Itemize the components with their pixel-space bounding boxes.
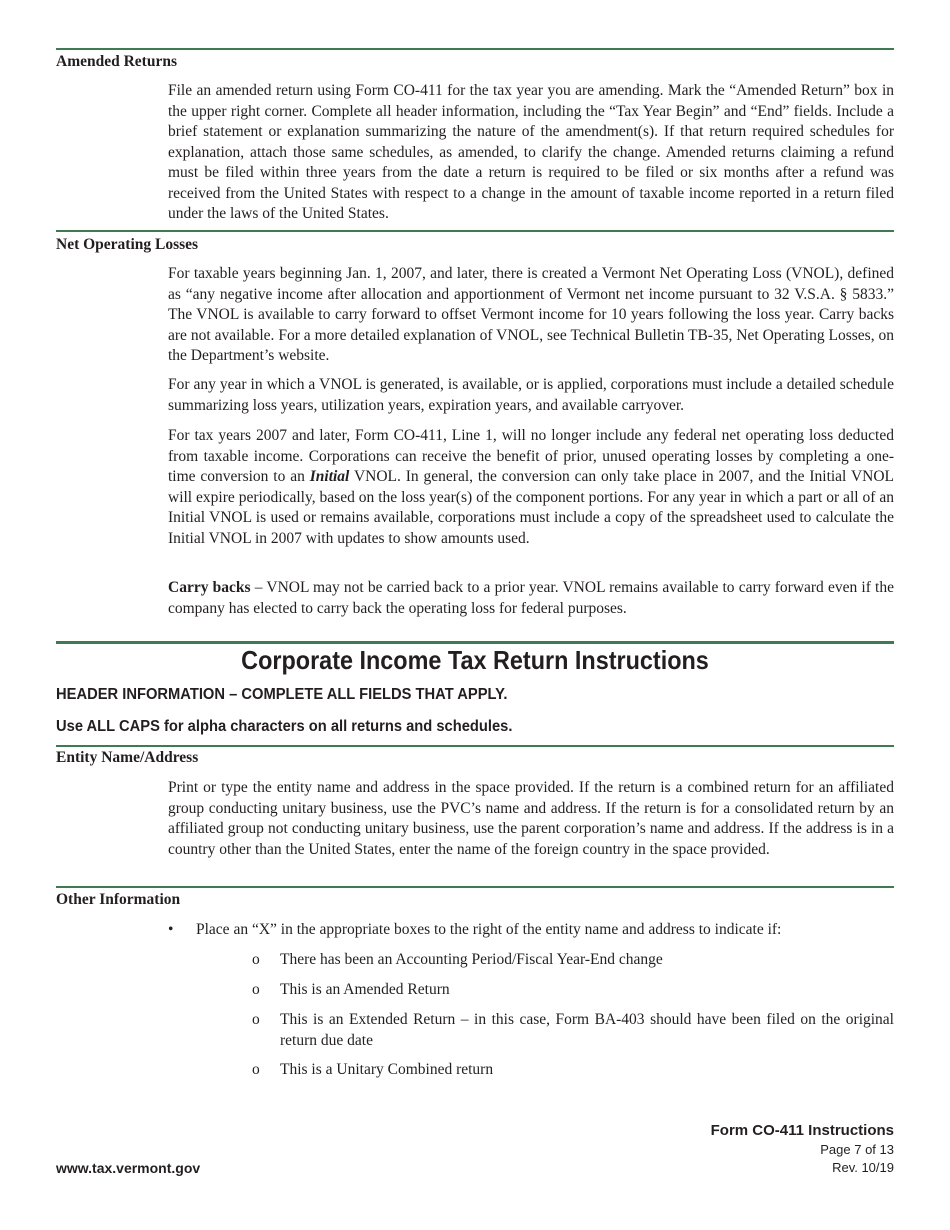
list-item-text: There has been an Accounting Period/Fiscal Year-End change [280,951,663,968]
section-divider [56,230,894,232]
instructions-title: Corporate Income Tax Return Instructions [241,645,709,675]
initial-emphasis: Initial [309,468,350,485]
footer-page-number: Page 7 of 13 [820,1142,894,1157]
nol-paragraph-3-part-a: For tax years 2007 and later, Form CO-411, Line 1, will no longer include any federal net operating loss deducted from taxable income. Corporations can receive the benefit of prior, unused operating losses by completing a one-time conversion to an [168,427,894,485]
list-item-text: This is an Amended Return [280,981,450,998]
amended-returns-text: File an amended return using Form CO-411 for the tax year you are amending. Mark the “Amended Return” box in the upper right corner. Complete all header information, including the “Tax Year Begin” and “End” fields. Include a brief statement or explanation summarizing the nature of the amendment(s). If that return required schedules for explanation, attach those same schedules, as amended, to clarify the change. Amended returns claiming a refund must be filed within three years from the date a return is required to be filed or six months after a refund was received from the United States with respect to a change in the amount of taxable income reported in a return filed under the laws of the United States. [168,82,894,222]
net-operating-losses-heading: Net Operating Losses [56,236,199,253]
bullet-text: Place an “X” in the appropriate boxes to the right of the entity name and address to indicate if: [196,921,782,938]
all-caps-note: Use ALL CAPS for alpha characters on all returns and schedules. [56,718,513,735]
bullet-icon: • [168,921,174,938]
section-divider [56,886,894,888]
carry-backs-text: – VNOL may not be carried back to a prior year. VNOL remains available to carry forward even if the company has elected to carry back the operating loss for federal purposes. [168,579,894,617]
nol-paragraph-2: For any year in which a VNOL is generated, is available, or is applied, corporations must include a detailed schedule summarizing loss years, utilization years, expiration years, and available carryover. [168,376,894,414]
sub-bullet-icon: o [252,1061,260,1078]
footer-form-title: Form CO-411 Instructions [710,1122,894,1139]
list-item [252,1060,894,1081]
entity-name-address-heading: Entity Name/Address [56,749,199,766]
amended-returns-heading: Amended Returns [56,53,177,70]
nol-paragraph-1: For taxable years beginning Jan. 1, 2007, and later, there is created a Vermont Net Operating Loss (VNOL), defined as “any negative income after allocation and apportionment of Vermont net income pursuant to 32 V.S.A. § 5833.” The VNOL is available to carry forward to offset Vermont income for 10 years following the loss year. Carry backs are not available. For a more detailed explanation of VNOL, see Technical Bulletin TB-35, Net Operating Losses, on the Department’s website. [168,265,894,364]
list-item-text: This is an Extended Return – in this case, Form BA-403 should have been filed on the original return due date [280,1011,894,1049]
sub-bullet-icon: o [252,951,260,968]
nol-paragraph-3-part-b: VNOL. In general, the conversion can only take place in 2007, and the Initial VNOL will expire periodically, based on the loss year(s) of the component portions. For any year in which a part or all of an Initial VNOL is used or remains available, corporations must include a copy of the spreadsheet used to calculate the Initial VNOL in 2007 with updates to show amounts used. [168,468,895,547]
section-divider [56,745,894,747]
footer-website-link[interactable]: www.tax.vermont.gov [56,1160,201,1176]
nol-paragraph-3 [168,426,894,549]
carry-backs-label: Carry backs [168,579,251,596]
sub-bullet-icon: o [252,1011,260,1028]
list-item [252,1010,894,1051]
header-information-heading: HEADER INFORMATION – COMPLETE ALL FIELDS THAT APPLY. [56,686,508,703]
section-divider [56,48,894,50]
list-item-text: This is a Unitary Combined return [280,1061,494,1078]
sub-bullet-icon: o [252,981,260,998]
nol-carry-backs-paragraph [168,578,894,619]
other-information-bullet [168,920,894,941]
list-item [252,950,894,971]
list-item [252,980,894,1001]
entity-name-address-text: Print or type the entity name and address in the space provided. If the return is a combined return for an affiliated group conducting unitary business, use the PVC’s name and address. If the return is for a consolidated return by an affiliated group not conducting unitary business, use the parent corporation’s name and address. If the address is in a country other than the United States, enter the name of the foreign country in the space provided. [168,779,894,858]
other-information-heading: Other Information [56,891,181,908]
footer-revision: Rev. 10/19 [832,1160,894,1175]
